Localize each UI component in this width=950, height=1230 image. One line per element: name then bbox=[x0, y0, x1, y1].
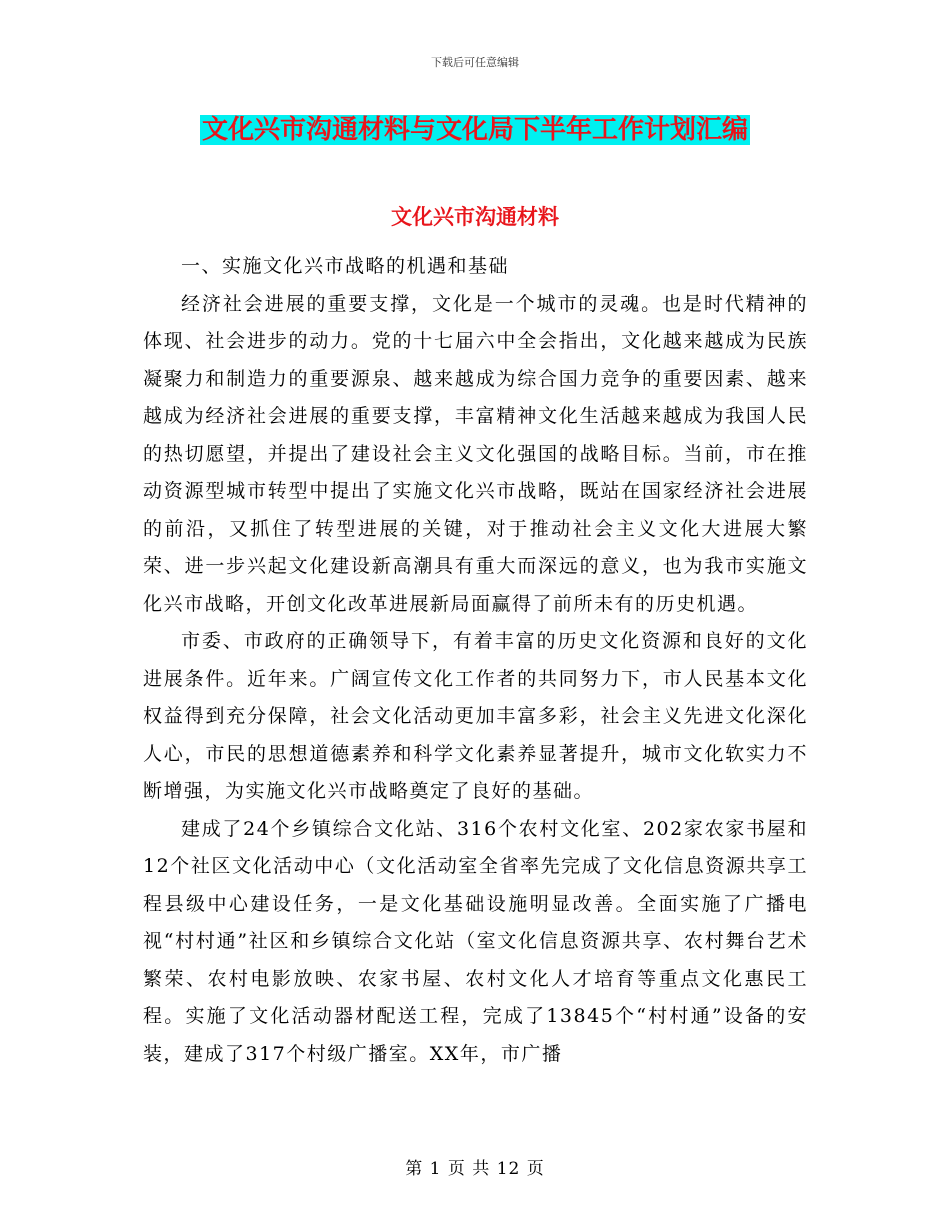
paragraph: 建成了24个乡镇综合文化站、316个农村文化室、202家农家书屋和12个社区文化活动中心（文化活动室全省率先完成了文化信息资源共享工程县级中心建设任务，一是文化基础设施明显改善。全面实施了广播电视“村村通”社区和乡镇综合文化站（室文化信息资源共享、农村舞台艺术繁荣、农村电影放映、农家书屋、农村文化人才培育等重点文化惠民工程。实施了文化活动器材配送工程，完成了13845个“村村通”设备的安装，建成了317个村级广播室。XX年，市广播 bbox=[143, 817, 808, 1065]
section-title: 文化兴市沟通材料 bbox=[391, 205, 559, 229]
document-body bbox=[143, 248, 808, 1073]
document-title-text: 文化兴市沟通材料与文化局下半年工作计划汇编 bbox=[201, 115, 748, 145]
paragraph-heading: 一、实施文化兴市战略的机遇和基础 bbox=[181, 255, 510, 277]
paragraph: 经济社会进展的重要支撑，文化是一个城市的灵魂。也是时代精神的体现、社会进步的动力。党的十七届六中全会指出，文化越来越成为民族凝聚力和制造力的重要源泉、越来越成为综合国力竞争的重要因素、越来越成为经济社会进展的重要支撑，丰富精神文化生活越来越成为我国人民的热切愿望，并提出了建设社会主义文化强国的战略目标。当前，市在推动资源型城市转型中提出了实施文化兴市战略，既站在国家经济社会进展的前沿，又抓住了转型进展的关键，对于推动社会主义文化大进展大繁荣、进一步兴起文化建设新高潮具有重大而深远的意义，也为我市实施文化兴市战略，开创文化改革进展新局面赢得了前所未有的历史机遇。 bbox=[143, 292, 808, 615]
header-note: 下载后可任意编辑 bbox=[431, 56, 519, 69]
page-footer: 第 1 页 共 12 页 bbox=[405, 1159, 545, 1179]
paragraph: 市委、市政府的正确领导下，有着丰富的历史文化资源和良好的文化进展条件。近年来。广阔宣传文化工作者的共同努力下，市人民基本文化权益得到充分保障，社会文化活动更加丰富多彩，社会主义先进文化深化人心，市民的思想道德素养和科学文化素养显著提升，城市文化软实力不断增强，为实施文化兴市战略奠定了良好的基础。 bbox=[143, 630, 808, 802]
document-title bbox=[0, 114, 950, 146]
